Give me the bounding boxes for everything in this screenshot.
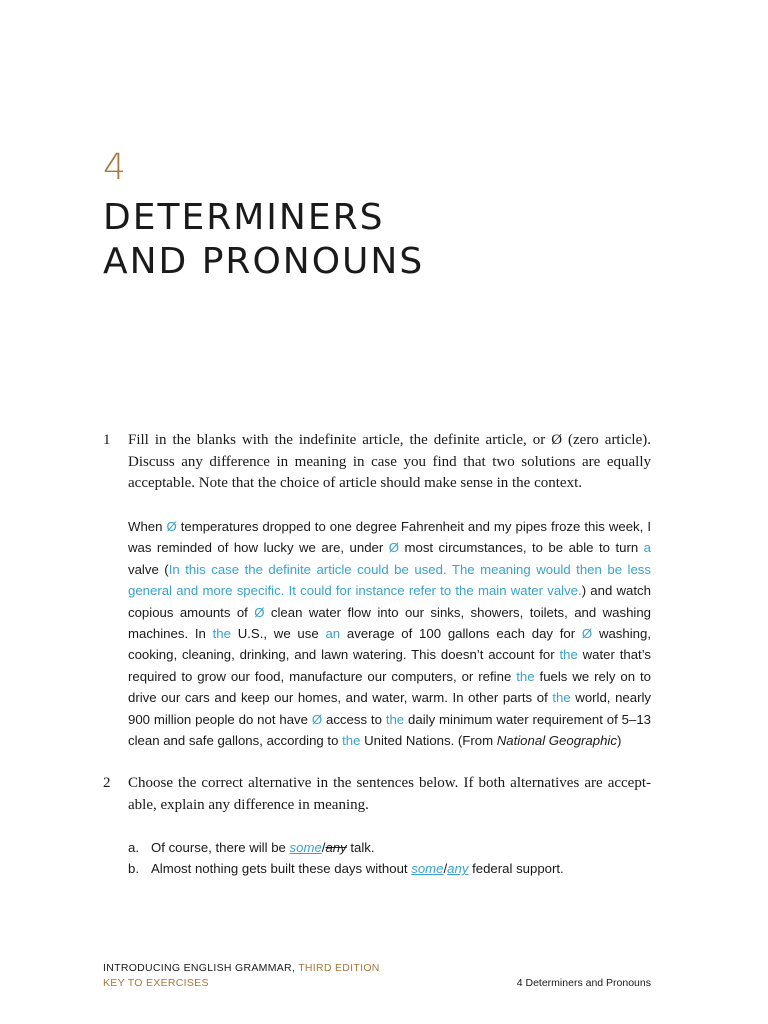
answer-fill: a [643, 540, 651, 556]
footer-book-info [103, 961, 380, 991]
footer-chapter-label: 4 Determiners and Pronouns [516, 977, 651, 989]
answer-fill: the [342, 733, 361, 749]
item-text-before: Almost nothing gets built these days without [151, 861, 412, 877]
answer-fill: the [559, 647, 578, 663]
passage-text: fuels we rely on to drive our cars and keep our homes, and water, warm. In other parts of [128, 668, 651, 706]
exercise-1 [103, 430, 651, 495]
item-text-after: talk. [346, 840, 375, 855]
answer-fill: Ø [388, 540, 400, 556]
chapter-number: 4 [103, 147, 126, 188]
chapter-title-line-1: DETERMINERS [103, 197, 385, 238]
option-separator: / [443, 861, 448, 877]
passage-text: most circumstances, to be able to turn [399, 540, 644, 556]
passage-text: world, nearly 900 million people do not have [128, 690, 651, 727]
passage-text: U.S., we use [230, 626, 326, 642]
list-item [128, 837, 651, 858]
passage-text: National Geographic [496, 733, 617, 749]
answer-fill: an [325, 626, 341, 642]
exercise-number: 2 [103, 775, 111, 791]
passage-text: ) [616, 733, 622, 749]
answer-fill: Ø [166, 519, 177, 534]
footer-book-title: INTRODUCING ENGLISH GRAMMAR, [103, 962, 299, 974]
chapter-title [103, 196, 424, 284]
passage-text: temperatures dropped to one degree Fahrenheit and my pipes froze this week, I was reminded of how lucky we are, under [128, 519, 651, 556]
footer-key-label: KEY TO EXERCISES [103, 977, 209, 989]
passage-text: United Nations. (From [360, 733, 497, 749]
passage-text: average of 100 gallons each day for [340, 626, 582, 642]
item-text-before: Of course, there will be [151, 840, 290, 855]
passage-text: When [128, 519, 167, 534]
answer-fill: the [552, 690, 571, 706]
answer-fill: Ø [581, 626, 593, 642]
answer-fill: the [516, 668, 535, 684]
item-text-after: federal support. [468, 861, 564, 877]
item-text [151, 858, 564, 879]
answer-fill: In this case the definite article could be used. The meaning would then be less general and more specific. It could for instance refer to the main water valve. [128, 561, 651, 599]
answer-fill: Ø [254, 604, 265, 620]
answer-fill: Ø [311, 711, 323, 727]
chapter-title-line-2: AND PRONOUNS [103, 241, 425, 282]
passage-text: clean water flow into our sinks, showers, toilets, and washing machines. In [128, 604, 651, 642]
passage-text: washing, cooking, cleaning, drinking, and lawn watering. This doesn’t account for [128, 626, 651, 663]
answer-fill: the [385, 711, 405, 727]
passage-text: daily minimum water requirement of 5–13 clean and safe gallons, according to [128, 711, 651, 749]
item-letter: b. [128, 861, 139, 877]
passage-text: valve ( [128, 561, 169, 577]
footer-title-line [103, 961, 380, 976]
option-separator: / [321, 840, 326, 855]
exercise-prompt: Fill in the blanks with the indefinite article, the definite article, or Ø (zero article). Discuss any difference in meaning in case you find that two solutions are equally acceptable. Note that the choice of article should make sense in the context. [128, 432, 651, 491]
exercise-2 [103, 773, 651, 816]
option-any: any [447, 861, 469, 877]
option-any: any [325, 840, 347, 855]
option-some: some [289, 840, 322, 855]
option-some: some [411, 861, 444, 877]
footer-edition: THIRD EDITION [298, 962, 380, 974]
answer-passage [128, 516, 651, 751]
item-text [151, 837, 375, 858]
passage-text: ) and watch copious amounts of [128, 583, 651, 620]
answer-fill: the [212, 626, 231, 642]
passage-text: access to [322, 711, 386, 727]
alternatives-list [128, 837, 651, 880]
exercise-prompt: Choose the correct alternative in the sentences below. If both alternatives are acceptable, explain any difference in meaning. [128, 775, 651, 813]
item-letter: a. [128, 840, 139, 855]
list-item [128, 858, 651, 879]
passage-text: water that’s required to grow our food, manufacture our computers, or refine [128, 647, 652, 684]
exercise-number: 1 [103, 432, 111, 448]
